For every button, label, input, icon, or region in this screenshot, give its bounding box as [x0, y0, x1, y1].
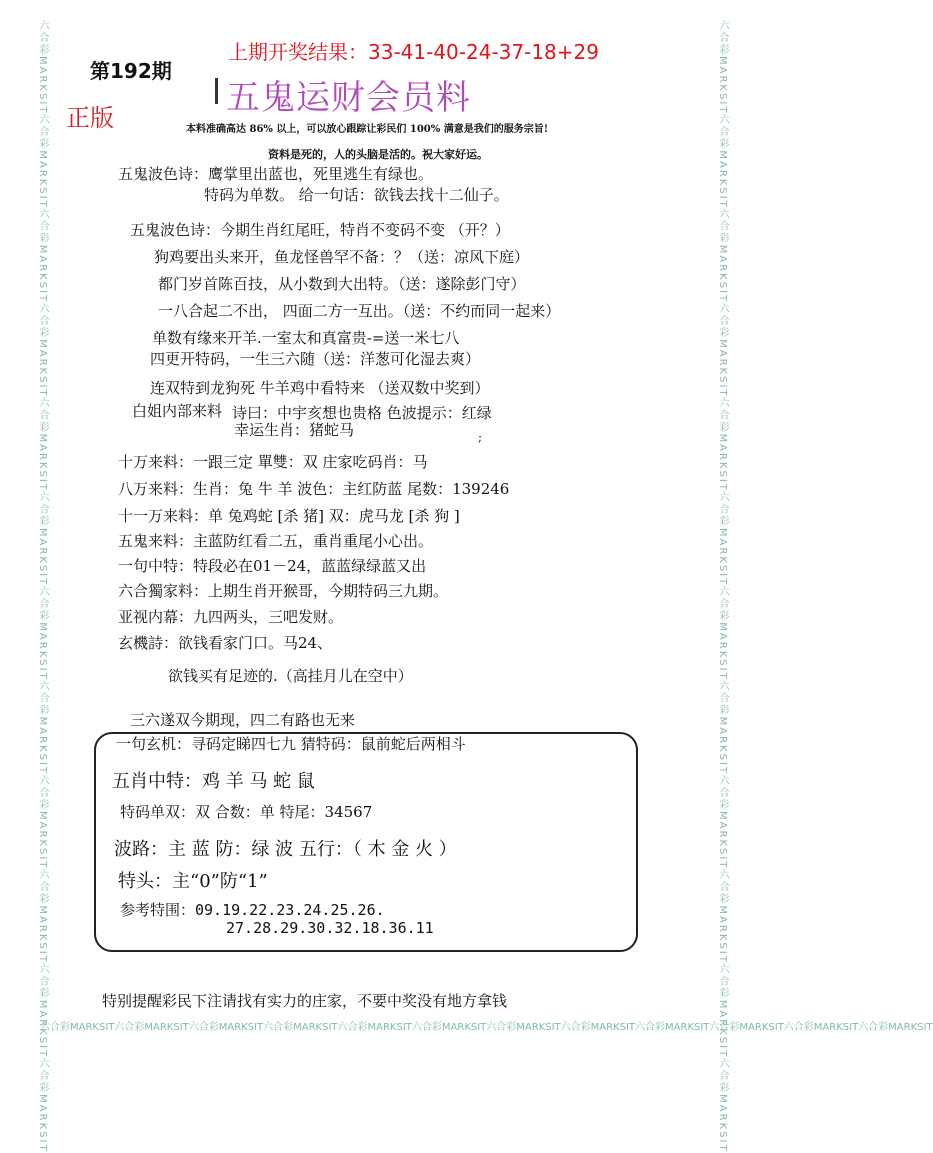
promo-line-2: 资料是死的，人的头脑是活的。祝大家好运。: [268, 148, 488, 161]
title-divider: [215, 78, 218, 104]
last-result: 上期开奖结果：33-41-40-24-37-18+29: [228, 40, 599, 64]
tip-line-3: 五鬼波色诗：今期生肖红尾旺，特肖不变码不变 （开？）: [130, 221, 510, 239]
tip-line-17: 六合獨家料：上期生肖开猴哥，今期特码三九期。: [118, 582, 449, 600]
box-line-2: 五肖中特：鸡 羊 马 蛇 鼠: [112, 771, 315, 792]
box-line-7: 27.28.29.30.32.18.36.11: [226, 919, 434, 937]
box-line-6: 参考特围：09.19.22.23.24.25.26.: [120, 901, 385, 919]
tip-line-2: 特码为单数。 给一句话：欲钱去找十二仙子。: [204, 186, 509, 204]
box-line-1: 一句玄机：寻码定睇四七九 猜特码：鼠前蛇后两相斗: [116, 735, 466, 753]
tip-line-1: 五鬼波色诗：鹰掌里出蓝也，死里逃生有绿也。: [118, 165, 434, 183]
promo-line-1: 本料准确高达 86% 以上，可以放心跟踪让彩民们 100% 满意是我们的服务宗旨!: [186, 124, 549, 135]
tip-line-5: 都门岁首陈百技，从小数到大出特。（送：遂除彭门守）: [158, 275, 526, 293]
issue-number: 第192期: [90, 59, 172, 83]
tip-line-9: 连双特到龙狗死 牛羊鸡中看特来 （送双数中奖到）: [150, 379, 490, 397]
watermark-left: 六合彩MARKSIT六合彩MARKSIT六合彩MARKSIT六合彩MARKSIT六合彩MARKSIT六合彩MARKSIT六合彩MARKSIT六合彩MARKSIT六合彩MARKSIT六合彩MARKSIT六合彩MARKSIT六合彩MARKSIT: [37, 20, 48, 1153]
footer-note: 特别提醒彩民下注请找有实力的庄家，不要中奖没有地方拿钱: [102, 992, 508, 1010]
box-line-4: 波路：主 蓝 防：绿 波 五行：（ 木 金 火 ）: [114, 839, 457, 860]
tip-line-12: 十万来料：一跟三定 單雙：双 庄家吃码肖：马: [118, 453, 428, 471]
tip-line-10-text: 诗曰：中宇亥想也贵格 色波提示：红绿: [232, 404, 492, 422]
watermark-right: 六合彩MARKSIT六合彩MARKSIT六合彩MARKSIT六合彩MARKSIT六合彩MARKSIT六合彩MARKSIT六合彩MARKSIT六合彩MARKSIT六合彩MARKSIT六合彩MARKSIT六合彩MARKSIT六合彩MARKSIT: [717, 20, 728, 1153]
page-title: 五鬼运财会员料: [226, 78, 471, 118]
tip-line-13: 八万来料：生肖：兔 牛 羊 波色：主红防蓝 尾数：139246: [118, 480, 510, 498]
tip-line-11: 幸运生肖：猪蛇马: [234, 421, 355, 439]
tip-line-7: 单数有缘来开羊.一室太和真富贵-=送一米七八: [152, 329, 460, 347]
tip-line-8: 四更开特码，一生三六随（送：洋葱可化湿去爽）: [150, 350, 481, 368]
tip-line-19: 玄機詩：欲钱看家门口。马24、: [118, 634, 333, 652]
tip-line-21: 三六遂双今期现，四二有路也无来: [130, 711, 356, 729]
watermark-bottom: 六合彩MARKSIT六合彩MARKSIT六合彩MARKSIT六合彩MARKSIT六合彩MARKSIT六合彩MARKSIT六合彩MARKSIT六合彩MARKSIT六合彩MARKSIT六合彩MARKSIT六合彩MARKSIT六合彩MARKSIT: [40, 1022, 933, 1033]
edition-label: 正版: [66, 104, 114, 132]
tip-line-10-label: 白姐内部来料: [132, 402, 223, 420]
box-line-3: 特码单双：双 合数：单 特尾：34567: [120, 803, 373, 821]
tip-line-18: 亚视内幕：九四两头，三吧发财。: [118, 608, 344, 626]
tip-line-16: 一句中特：特段必在01－24，蓝蓝绿绿蓝又出: [118, 557, 427, 575]
box-line-5: 特头：主“0”防“1”: [118, 871, 268, 892]
tip-line-15: 五鬼来料：主蓝防红看二五，重肖重尾小心出。: [118, 532, 434, 550]
tip-line-4: 狗鸡要出头来开，鱼龙怪兽罕不备：？（送：凉风下庭）: [154, 248, 530, 266]
stray-mark: ;: [478, 430, 483, 444]
tip-line-6: 一八合起二不出， 四面二方一互出。（送：不约而同一起来）: [158, 302, 561, 320]
tip-line-14: 十一万来料：单 兔鸡蛇 [杀 猪] 双：虎马龙 [杀 狗 ]: [118, 507, 460, 525]
tip-line-20: 欲钱买有足迹的.（高挂月儿在空中）: [168, 667, 413, 685]
